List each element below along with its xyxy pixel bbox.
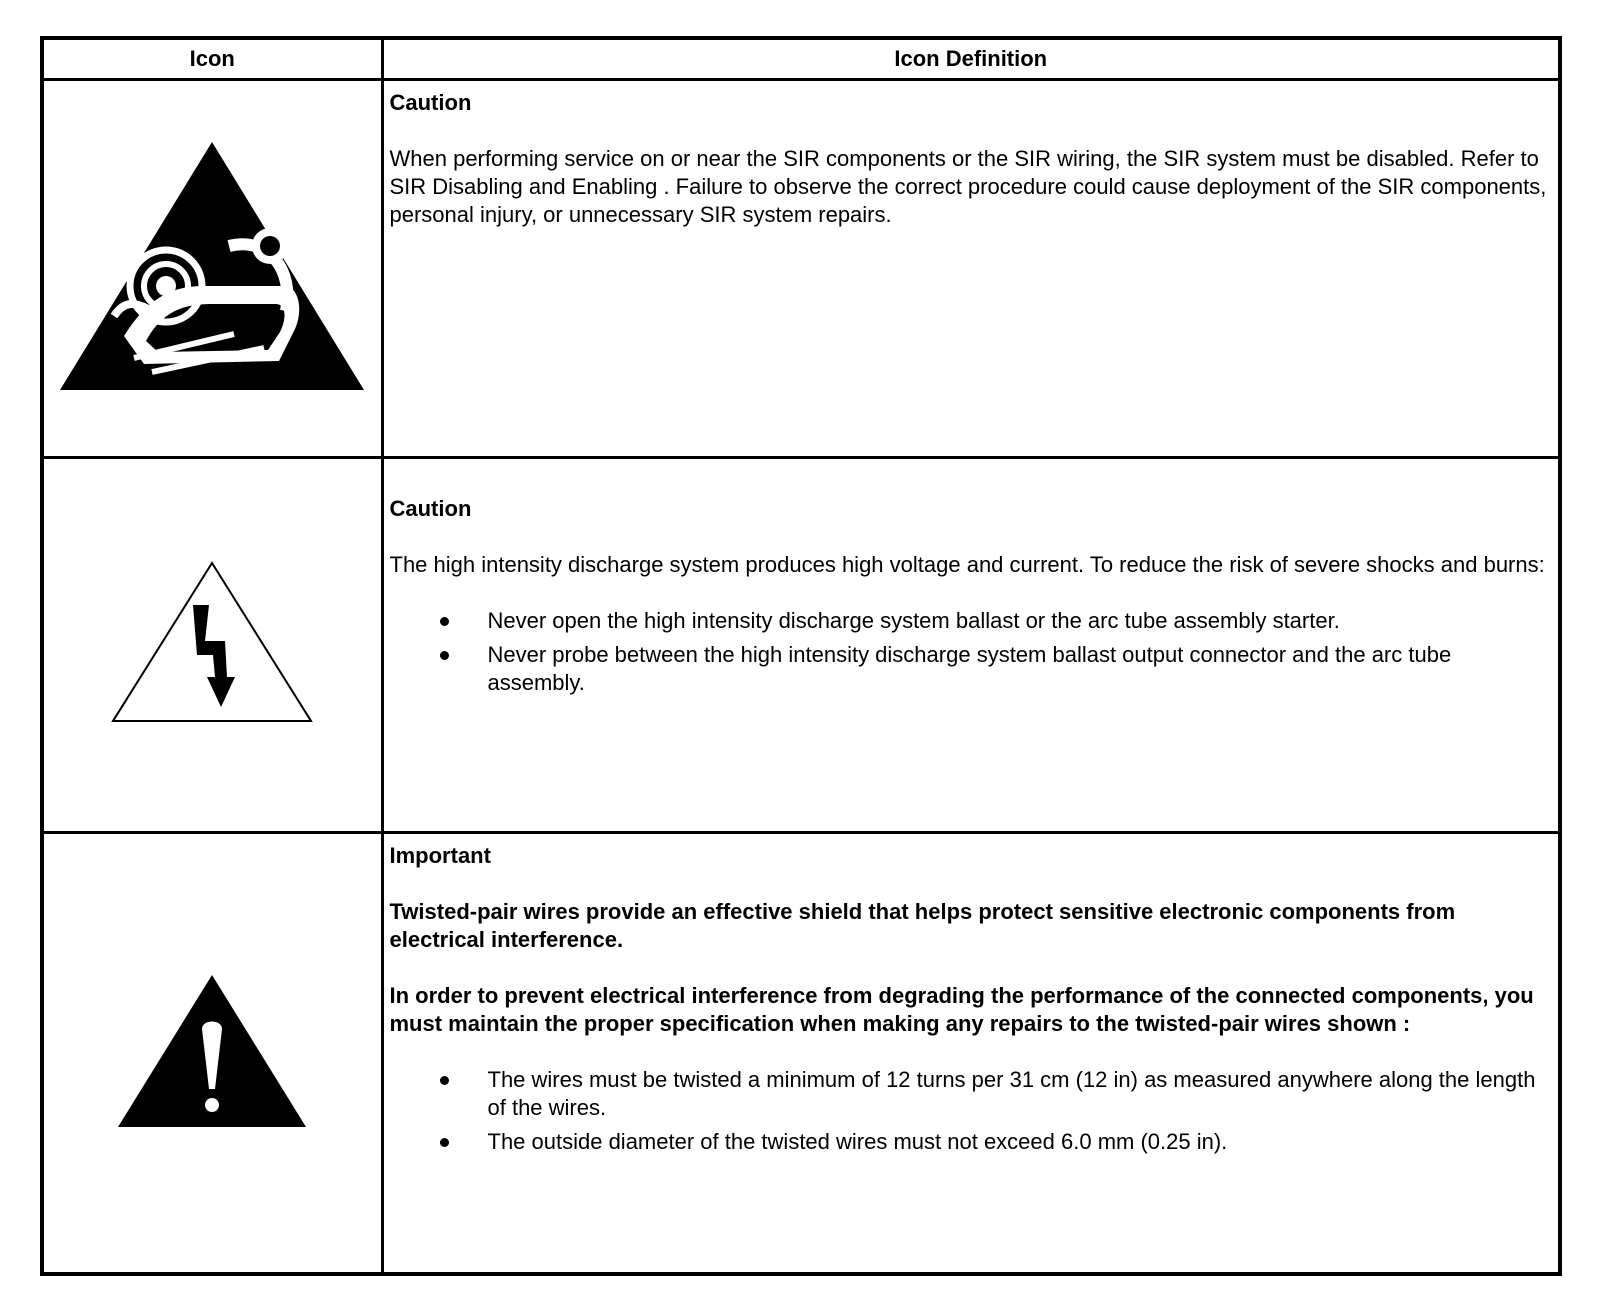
definition-paragraph: When performing service on or near the SIR components or the SIR wiring, the SIR system must be disabled. Refer to SIR Disabling and Enabling . Failure to observe the correct procedure could cause deployment of the SIR components, personal injury, or unnecessary SIR system repairs. — [389, 146, 1547, 227]
table-row — [42, 80, 1560, 458]
list-item: The wires must be twisted a minimum of 12 turns per 31 cm (12 in) as measured anywhere along the length of the wires. — [488, 1066, 1551, 1122]
icon-cell — [42, 80, 382, 458]
high-voltage-warning-icon — [109, 559, 315, 725]
header-icon: Icon — [42, 38, 382, 80]
icon-definition-table — [40, 36, 1562, 1276]
definition-heading: Caution — [389, 495, 472, 521]
bullet-list — [390, 1066, 1551, 1156]
icon-cell — [42, 457, 382, 833]
definition-cell — [382, 80, 1560, 458]
header-definition: Icon Definition — [382, 38, 1560, 80]
table-row — [42, 833, 1560, 1274]
list-item: The outside diameter of the twisted wires must not exceed 6.0 mm (0.25 in). — [488, 1128, 1551, 1156]
bullet-list — [390, 607, 1551, 697]
list-item: Never probe between the high intensity discharge system ballast output connector and the arc tube assembly. — [488, 641, 1551, 697]
definition-cell — [382, 833, 1560, 1274]
airbag-warning-icon — [54, 136, 370, 396]
definition-heading: Important — [389, 843, 491, 869]
icon-cell — [42, 833, 382, 1274]
definition-paragraph: Twisted-pair wires provide an effective shield that helps protect sensitive electronic components from electrical interference. — [389, 899, 1456, 953]
definition-cell — [382, 457, 1560, 833]
definition-paragraph: The high intensity discharge system produces high voltage and current. To reduce the risk of severe shocks and burns: — [389, 551, 1545, 577]
definition-paragraph: In order to prevent electrical interference from degrading the performance of the connected components, you must maintain the proper specification when making any repairs to the twisted-pair wires shown : — [389, 983, 1534, 1037]
list-item: Never open the high intensity discharge system ballast or the arc tube assembly starter. — [488, 607, 1551, 635]
table-row — [42, 457, 1560, 833]
definition-heading: Caution — [389, 90, 472, 115]
exclamation-warning-icon — [114, 971, 310, 1131]
header-row — [42, 38, 1560, 80]
